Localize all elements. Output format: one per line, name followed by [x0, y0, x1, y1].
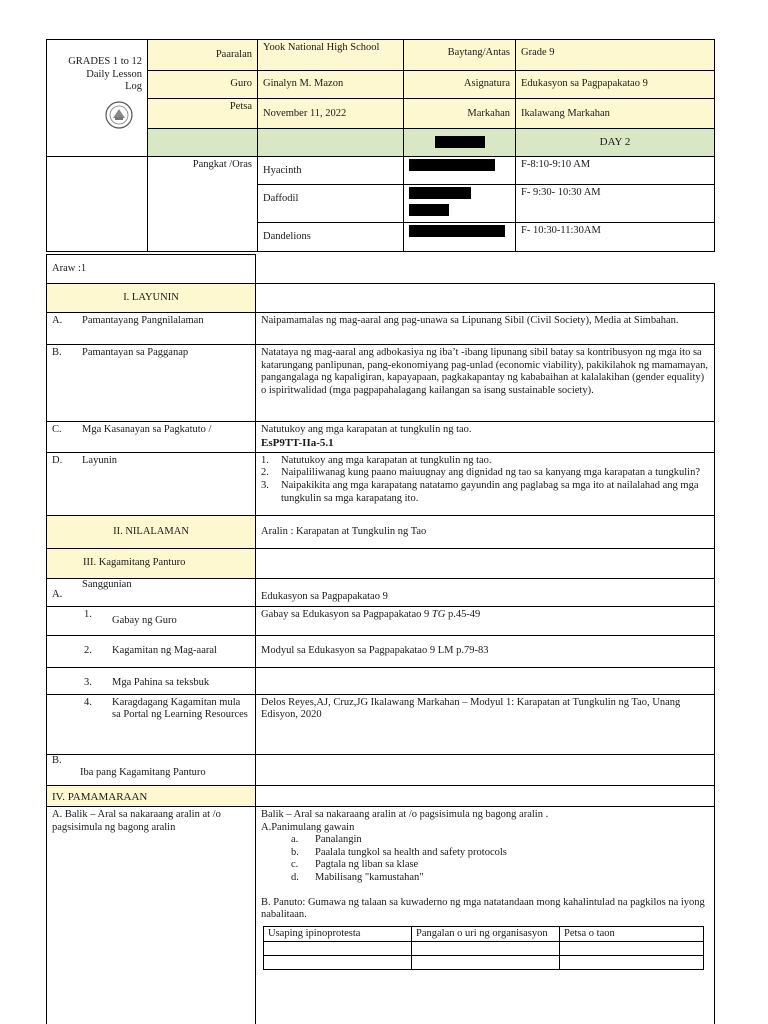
nilalaman-text: Aralin : Karapatan at Tungkulin ng Tao	[256, 515, 715, 548]
layunin-heading: I. LAYUNIN	[47, 284, 256, 313]
iba-row: B. Iba pang Kagamitang Panturo	[47, 754, 256, 785]
table-header: Usaping ipinoprotesta	[264, 926, 412, 942]
pamamaraan-heading: IV. PAMAMARAAN	[47, 785, 256, 806]
talaan-table	[263, 926, 704, 971]
asignatura-value: Edukasyon sa Pagpapakatao 9	[516, 71, 715, 99]
layunin-row: D. Layunin	[47, 452, 256, 515]
dll-title-line1: GRADES 1 to 12	[68, 56, 142, 67]
balik-aral-label: A. Balik – Aral sa nakaraang aralin at /o pagsisimula ng bagong aralin	[47, 806, 256, 1024]
section-daffodil: Daffodil	[258, 185, 404, 223]
table-cell	[560, 942, 704, 956]
time-hyacinth: F-8:10-9:10 AM	[516, 157, 715, 185]
guro-value: Ginalyn M. Mazon	[258, 71, 404, 99]
table-header: Petsa o taon	[560, 926, 704, 942]
ref4-text: Delos Reyes,AJ, Cruz,JG Ikalawang Markahan – Modyul 1: Karapatan at Tungkulin ng Tao, Unang Edisyon, 2020	[256, 694, 715, 754]
pangkat-label: Pangkat /Oras	[148, 157, 258, 252]
list-item: 1. Natutukoy ang mga karapatan at tungkulin ng tao.	[261, 454, 492, 466]
redacted-cell	[404, 129, 516, 157]
araw-label: Araw :1	[47, 255, 256, 284]
petsa-label: Petsa	[148, 99, 258, 129]
competency-code: EsP9TT-IIa-5.1	[261, 436, 334, 449]
time-daffodil: F- 9:30- 10:30 AM	[516, 185, 715, 223]
time-dandelions: F- 10:30-11:30AM	[516, 223, 715, 252]
ref1-text: Gabay sa Edukasyon sa Pagpapakatao 9 TG p.45-49	[256, 606, 715, 635]
day-label: DAY 2	[516, 129, 715, 157]
blank-cell	[47, 157, 148, 185]
balik-aral-cell: Balik – Aral sa nakaraang aralin at /o pagsisimula ng bagong aralin . A.Panimulang gawain a. Panalangin b. Paalala tungkol sa health and safety protocols c. Pagtala ng liban sa klase d. Mabilisang "kamustahan" B. Panuto: Gumawa ng talaan sa kuwaderno ng mga natatandaan mong kahalintulad na pagkilos na iyong nabalitaan. Usaping ipinoprotesta Pangalan o uri ng organisasyon Petsa o taon	[256, 806, 715, 1024]
list-item: 3. Naipakikita ang mga karapatang natatamo gayundin ang paglabag sa mga ito at nailalahad ang mga tungkulin sa mga karapatang ito.	[261, 479, 699, 504]
redacted-cell-dandelions	[404, 223, 516, 252]
table-cell	[412, 942, 560, 956]
kasanayan-row: C. Mga Kasanayan sa Pagkatuto /	[47, 422, 256, 453]
list-item: d. Mabilisang "kamustahan"	[291, 871, 424, 883]
asignatura-label: Asignatura	[404, 71, 516, 99]
list-item: 2. Naipaliliwanag kung paano maiuugnay ang dignidad ng tao sa kanyang mga karapatan a tungkulin?	[261, 467, 701, 479]
kagamitan-heading: III. Kagamitang Panturo	[47, 548, 256, 578]
panimula-list	[291, 834, 709, 884]
ref2-row: 2. Kagamitan ng Mag-aaral	[47, 635, 256, 667]
guro-label: Guro	[148, 71, 258, 99]
blank-cell	[47, 223, 148, 252]
table-cell	[264, 956, 412, 970]
markahan-value: Ikalawang Markahan	[516, 99, 715, 129]
table-cell	[560, 956, 704, 970]
layunin-list	[261, 455, 709, 505]
blank-green-cell-2	[258, 129, 404, 157]
table-header: Pangalan o uri ng organisasyon	[412, 926, 560, 942]
dll-title-cell	[47, 40, 148, 157]
pamantayan-pagganap-text: Natataya ng mag-aaral ang adbokasiya ng iba’t -ibang lipunang sibil batay sa kontribusyon ng mga ito sa katarungang panlipunan, pang-ekonomiyang pag-unlad (economic viability), pakikilahok ng mamamayan, pangangalaga ng kapaligiran, kapayapaan, pagkakapantay ng kababaihan at kalalakihan (gender equality) o ispiritwalidad (mga pagpapahalagang kailangan sa isang sustainable society).	[256, 345, 715, 422]
ref1-row: 1. Gabay ng Guro	[47, 606, 256, 635]
petsa-value: November 11, 2022	[258, 99, 404, 129]
ref3-row: 3. Mga Pahina sa teksbuk	[47, 667, 256, 694]
ref4-row: 4. Karagdagang Kagamitan mula sa Portal ng Learning Resources	[47, 694, 256, 754]
pamantayang-pangnilalaman-text: Naipamamalas ng mag-aaral ang pag-unawa sa Lipunang Sibil (Civil Society), Media at Simbahan.	[256, 313, 715, 345]
blank-cell	[47, 185, 148, 223]
layunin-list-cell	[256, 452, 715, 515]
dll-title-line2: Daily Lesson	[86, 68, 142, 80]
header-table	[46, 39, 715, 252]
blank-green-cell	[148, 129, 258, 157]
redacted-cell-hyacinth	[404, 157, 516, 185]
baytang-value: Grade 9	[516, 40, 715, 71]
sanggunian-text: Edukasyon sa Pagpapakatao 9	[256, 578, 715, 606]
table-cell	[264, 942, 412, 956]
redaction-bar	[409, 225, 505, 237]
kasanayan-text: Natutukoy ang mga karapatan at tungkulin ng tao. EsP9TT-IIa-5.1	[256, 422, 715, 453]
pamantayang-pangnilalaman-row: A. Pamantayang Pangnilalaman	[47, 313, 256, 345]
dll-title-line3: Log	[125, 81, 142, 93]
ref2-text: Modyul sa Edukasyon sa Pagpapakatao 9 LM p.79-83	[256, 635, 715, 667]
redaction-bar	[409, 204, 449, 216]
section-dandelions: Dandelions	[258, 223, 404, 252]
list-item: b. Paalala tungkol sa health and safety protocols	[291, 846, 507, 858]
paaralan-label: Paaralan	[148, 40, 258, 71]
lesson-table	[46, 254, 715, 1024]
list-item: c. Pagtala ng liban sa klase	[291, 859, 419, 871]
section-hyacinth: Hyacinth	[258, 157, 404, 185]
redaction-bar	[409, 187, 471, 199]
pamantayan-pagganap-row: B. Pamantayan sa Pagganap	[47, 345, 256, 422]
markahan-label: Markahan	[404, 99, 516, 129]
redaction-bar	[435, 136, 485, 148]
table-cell	[412, 956, 560, 970]
redaction-bar	[409, 159, 495, 171]
list-item: a. Panalangin	[291, 834, 362, 846]
baytang-label: Baytang/Antas	[404, 40, 516, 71]
sanggunian-row: A. Sanggunian	[47, 578, 256, 606]
paaralan-value: Yook National High School	[258, 40, 404, 71]
nilalaman-heading: II. NILALAMAN	[47, 515, 256, 548]
deped-seal-icon	[96, 100, 142, 130]
redacted-cell-daffodil	[404, 185, 516, 223]
